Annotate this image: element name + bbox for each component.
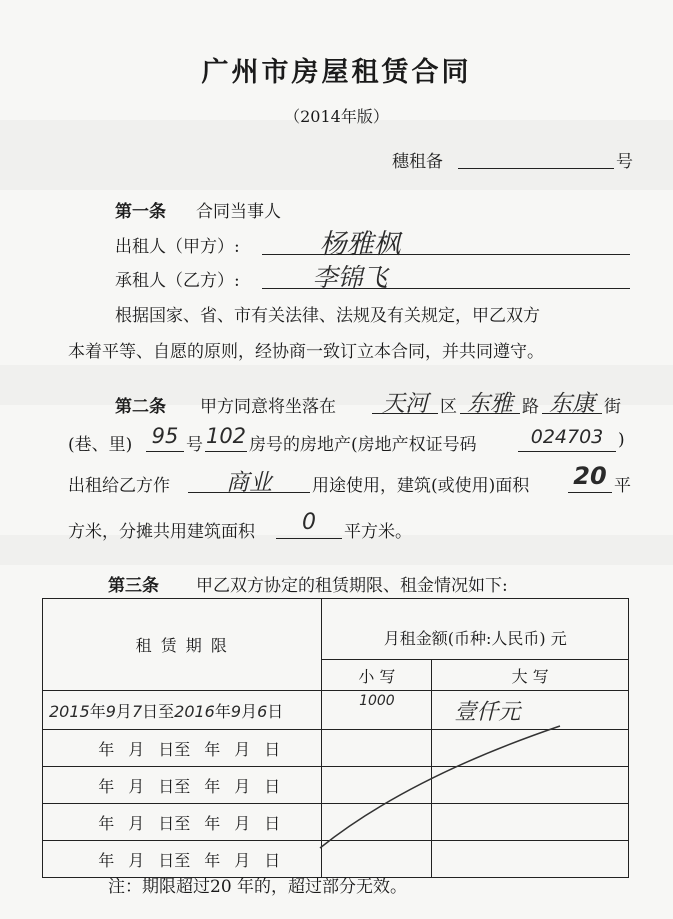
lessee-label: 承租人（乙方）: xyxy=(115,271,240,291)
month-label: 月 xyxy=(234,813,251,833)
to-label: 日至 xyxy=(158,739,191,759)
cert-number-handwritten: 024703 xyxy=(530,426,604,448)
shared-area-label: 方米，分摊共用建筑面积 xyxy=(68,522,255,542)
record-suffix: 号 xyxy=(616,152,633,172)
article-3-text: 甲乙双方协定的租赁期限、租金情况如下: xyxy=(196,576,508,596)
start-month: 9 xyxy=(105,701,116,721)
article-3-heading: 第三条 xyxy=(108,576,159,596)
room-number-handwritten: 102 xyxy=(205,424,247,448)
to-label: 日至 xyxy=(158,813,191,833)
year-label: 年 xyxy=(204,739,221,759)
to-label: 日至 xyxy=(158,776,191,796)
period-header: 租 赁 期 限 xyxy=(43,599,322,691)
year-label: 年 xyxy=(98,850,115,870)
footnote: 注：期限超过20 年的，超过部分无效。 xyxy=(108,877,408,897)
street-suffix: 街 xyxy=(604,397,621,417)
area-unit-part: 平 xyxy=(614,476,631,496)
year-label: 年 xyxy=(98,813,115,833)
lessor-label: 出租人（甲方）: xyxy=(115,237,240,257)
month-label: 月 xyxy=(128,850,145,870)
document-title: 广州市房屋租赁合同 xyxy=(201,57,472,88)
article-1-subheading: 合同当事人 xyxy=(196,202,281,222)
month-label: 月 xyxy=(128,776,145,796)
property-cert-label: 房号的房地产(房地产权证号码 xyxy=(249,435,477,455)
large-amount-cell: 壹仟元 xyxy=(432,691,629,730)
usage-handwritten: 商业 xyxy=(226,470,272,496)
road-suffix: 路 xyxy=(522,397,539,417)
void-strike-path xyxy=(320,726,560,848)
large-amount-header: 大 写 xyxy=(432,660,629,691)
day-label: 日 xyxy=(264,776,281,796)
street-handwritten: 东康 xyxy=(549,391,595,417)
month-label: 月 xyxy=(234,776,251,796)
lease-usage-label: 出租给乙方作 xyxy=(68,476,170,496)
cert-close-paren: ) xyxy=(618,430,625,450)
article-2-text: 甲方同意将坐落在 xyxy=(200,397,336,417)
start-day: 7 xyxy=(131,701,143,721)
year-label: 年 xyxy=(98,739,115,759)
month-label: 月 xyxy=(234,850,251,870)
month-label: 月 xyxy=(241,701,258,721)
day-label: 日 xyxy=(264,850,281,870)
year-label: 年 xyxy=(204,776,221,796)
district-handwritten: 天河 xyxy=(382,391,428,417)
article-1-paragraph-line-2: 本着平等、自愿的原则，经协商一致订立本合同，并共同遵守。 xyxy=(68,342,544,362)
year-label: 年 xyxy=(98,776,115,796)
end-year: 2016 xyxy=(174,701,215,721)
small-amount-header: 小 写 xyxy=(322,660,432,691)
end-month: 9 xyxy=(230,701,242,721)
lane-label: (巷、里) xyxy=(68,435,133,455)
month-label: 月 xyxy=(128,813,145,833)
shared-area-handwritten: 0 xyxy=(302,510,316,535)
day-label: 日 xyxy=(267,701,284,721)
road-handwritten: 东雅 xyxy=(467,391,513,417)
month-label: 月 xyxy=(115,701,132,721)
article-1-paragraph-line-1: 根据国家、省、市有关法律、法规及有关规定，甲乙双方 xyxy=(115,306,540,326)
lessor-name-handwritten: 杨雅枫 xyxy=(319,229,401,260)
to-label: 日至 xyxy=(158,850,191,870)
month-label: 月 xyxy=(128,739,145,759)
house-number-suffix: 号 xyxy=(186,435,203,455)
month-label: 月 xyxy=(234,739,251,759)
day-label: 日 xyxy=(264,739,281,759)
to-label: 日至 xyxy=(142,701,175,721)
article-1-heading: 第一条 xyxy=(115,202,166,222)
year-label: 年 xyxy=(204,813,221,833)
end-day: 6 xyxy=(257,701,268,721)
year-label: 年 xyxy=(204,850,221,870)
start-year: 2015 xyxy=(49,701,90,721)
year-label: 年 xyxy=(214,701,231,721)
day-label: 日 xyxy=(264,813,281,833)
amount-header: 月租金额(币种:人民币) 元 xyxy=(322,599,629,660)
house-number-handwritten: 95 xyxy=(151,424,179,448)
area-handwritten: 20 xyxy=(573,462,607,490)
record-prefix: 穗租备 xyxy=(392,152,443,172)
shared-area-unit: 平方米。 xyxy=(344,522,412,542)
small-amount-cell: 1000 xyxy=(322,691,432,730)
document-edition: （2014年版） xyxy=(284,107,389,126)
article-2-heading: 第二条 xyxy=(115,397,166,417)
district-suffix: 区 xyxy=(440,397,457,417)
lessee-name-handwritten: 李锦飞 xyxy=(312,263,388,292)
year-label: 年 xyxy=(89,701,106,721)
area-label: 用途使用，建筑(或使用)面积 xyxy=(312,476,530,496)
